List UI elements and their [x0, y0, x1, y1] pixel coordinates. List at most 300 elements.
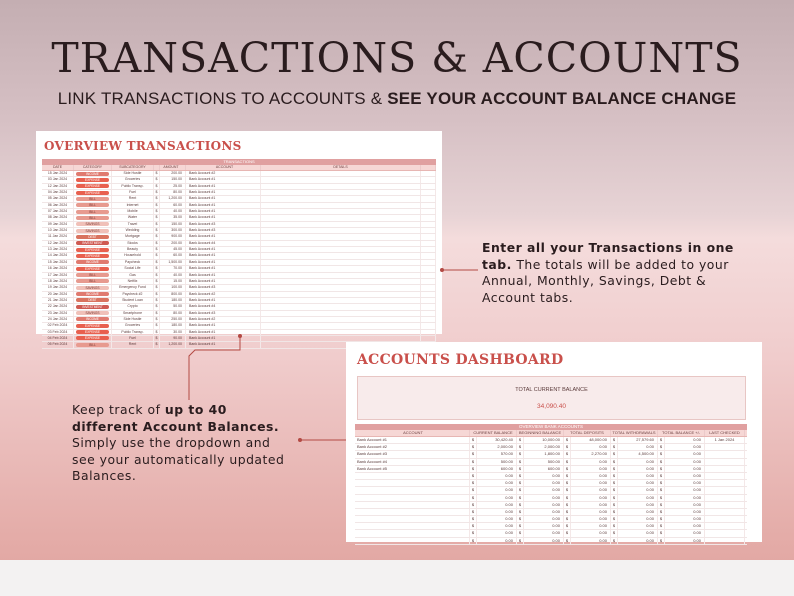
transaction-amount[interactable]: 15.00	[160, 279, 186, 284]
transaction-account-dropdown[interactable]: Bank Account #3	[186, 228, 261, 233]
transaction-account-dropdown[interactable]: Bank Account #1	[186, 177, 261, 182]
transaction-date[interactable]: 05 Feb 2024	[42, 342, 74, 347]
total-deposits: 0.00	[571, 530, 611, 536]
transaction-date[interactable]: 08 Jan 2024	[42, 215, 74, 220]
currency-symbol: $	[611, 495, 618, 501]
transaction-amount[interactable]: 60.00	[160, 203, 186, 208]
currency-symbol: $	[154, 260, 160, 265]
account-row[interactable]	[355, 516, 747, 523]
account-name-dropdown[interactable]	[355, 509, 470, 515]
category-pill[interactable]: INVESTMENT	[76, 305, 109, 309]
transaction-amount[interactable]: 150.00	[160, 177, 186, 182]
account-row[interactable]	[355, 444, 747, 451]
transaction-category[interactable]	[74, 304, 112, 309]
currency-symbol: $	[658, 473, 665, 479]
transaction-date[interactable]: 06 Jan 2024	[42, 203, 74, 208]
transaction-category[interactable]	[74, 266, 112, 271]
total-deposits: 0.00	[571, 473, 611, 479]
transaction-account-dropdown[interactable]: Bank Account #1	[186, 190, 261, 195]
last-checked[interactable]	[705, 459, 745, 465]
transaction-amount[interactable]: 180.00	[160, 323, 186, 328]
currency-symbol: $	[611, 466, 618, 472]
transaction-category[interactable]	[74, 298, 112, 303]
transaction-amount[interactable]: 300.00	[160, 228, 186, 233]
transaction-category[interactable]	[74, 317, 112, 322]
transaction-category[interactable]	[74, 184, 112, 189]
category-pill[interactable]: EXPENSE	[76, 324, 109, 328]
currency-symbol: $	[517, 538, 524, 544]
transaction-amount[interactable]: 180.00	[160, 298, 186, 303]
transaction-amount[interactable]: 40.00	[160, 209, 186, 214]
transactions-sheet-title: OVERVIEW TRANSACTIONS	[44, 139, 242, 153]
account-name-dropdown[interactable]: Bank Account #4	[355, 459, 470, 465]
currency-symbol: $	[658, 466, 665, 472]
total-balance-delta: 0.00	[665, 480, 705, 486]
currency-symbol: $	[154, 336, 160, 341]
currency-symbol: $	[154, 247, 160, 252]
category-pill[interactable]: DEBT	[76, 235, 109, 239]
current-balance: 2,000.00	[477, 444, 517, 450]
account-name-dropdown[interactable]	[355, 480, 470, 486]
transaction-details[interactable]	[261, 177, 421, 182]
account-name-dropdown[interactable]	[355, 523, 470, 529]
transaction-subcategory[interactable]: Public Transp.	[112, 330, 154, 335]
current-balance: 600.00	[477, 466, 517, 472]
total-balance-delta: 0.00	[665, 473, 705, 479]
transaction-account-dropdown[interactable]: Bank Account #1	[186, 184, 261, 189]
transaction-subcategory[interactable]: Student Loan	[112, 298, 154, 303]
transaction-account-dropdown[interactable]: Bank Account #1	[186, 253, 261, 258]
account-row[interactable]	[355, 451, 747, 458]
currency-symbol: $	[154, 184, 160, 189]
account-row[interactable]	[355, 487, 747, 494]
total-deposits: 0.00	[571, 466, 611, 472]
transaction-details[interactable]	[261, 266, 421, 271]
transaction-details[interactable]	[261, 184, 421, 189]
currency-symbol: $	[611, 502, 618, 508]
transaction-subcategory[interactable]: Beauty	[112, 247, 154, 252]
last-checked[interactable]: 1 Jan 2024	[705, 437, 745, 443]
currency-symbol: $	[470, 473, 477, 479]
transaction-account-dropdown[interactable]: Bank Account #3	[186, 311, 261, 316]
transaction-details[interactable]	[261, 234, 421, 239]
transaction-amount[interactable]: 40.00	[160, 273, 186, 278]
transaction-amount[interactable]: 100.00	[160, 285, 186, 290]
currency-symbol: $	[658, 487, 665, 493]
transaction-account-dropdown[interactable]: Bank Account #1	[186, 330, 261, 335]
transaction-date[interactable]: 09 Jan 2024	[42, 222, 74, 227]
last-checked[interactable]	[705, 495, 745, 501]
transaction-account-dropdown[interactable]: Bank Account #1	[186, 234, 261, 239]
transaction-date[interactable]: 13 Jan 2024	[42, 247, 74, 252]
transaction-subcategory[interactable]: Gas	[112, 273, 154, 278]
transaction-amount[interactable]: 1,200.00	[160, 342, 186, 347]
category-pill[interactable]: BILL	[76, 216, 109, 220]
category-pill[interactable]: EXPENSE	[76, 248, 109, 252]
transaction-details[interactable]	[261, 196, 421, 201]
transaction-details[interactable]	[261, 279, 421, 284]
transaction-subcategory[interactable]: Wedding	[112, 228, 154, 233]
transaction-category[interactable]	[74, 171, 112, 176]
transaction-amount[interactable]: 800.00	[160, 292, 186, 297]
last-checked[interactable]	[705, 480, 745, 486]
transaction-account-dropdown[interactable]: Bank Account #1	[186, 196, 261, 201]
account-name-dropdown[interactable]: Bank Account #5	[355, 466, 470, 472]
transaction-category[interactable]	[74, 190, 112, 195]
category-pill[interactable]: EXPENSE	[76, 330, 109, 334]
bottom-band	[0, 560, 794, 596]
account-name-dropdown[interactable]: Bank Account #2	[355, 444, 470, 450]
account-row[interactable]	[355, 466, 747, 473]
transaction-subcategory[interactable]: Crypto	[112, 304, 154, 309]
last-checked[interactable]	[705, 487, 745, 493]
transaction-details[interactable]	[261, 228, 421, 233]
transaction-details[interactable]	[261, 292, 421, 297]
transaction-account-dropdown[interactable]: Bank Account #2	[186, 171, 261, 176]
account-name-dropdown[interactable]	[355, 487, 470, 493]
transaction-account-dropdown[interactable]: Bank Account #1	[186, 279, 261, 284]
transaction-amount[interactable]: 45.00	[160, 247, 186, 252]
transaction-subcategory[interactable]: Household	[112, 253, 154, 258]
total-balance-delta: 0.00	[665, 523, 705, 529]
currency-symbol: $	[154, 279, 160, 284]
currency-symbol: $	[658, 530, 665, 536]
transaction-account-dropdown[interactable]: Bank Account #1	[186, 266, 261, 271]
transaction-category[interactable]	[74, 342, 112, 347]
currency-symbol: $	[611, 523, 618, 529]
transaction-account-dropdown[interactable]: Bank Account #1	[186, 273, 261, 278]
transaction-date[interactable]: 03 Jan 2024	[42, 177, 74, 182]
transaction-account-dropdown[interactable]: Bank Account #1	[186, 323, 261, 328]
transaction-category[interactable]	[74, 215, 112, 220]
currency-symbol: $	[658, 502, 665, 508]
transaction-date[interactable]: 16 Jan 2024	[42, 266, 74, 271]
currency-symbol: $	[611, 437, 618, 443]
category-pill[interactable]: BILL	[76, 279, 109, 283]
account-row[interactable]	[355, 509, 747, 516]
transaction-amount[interactable]: 25.00	[160, 184, 186, 189]
total-balance-delta: 0.00	[665, 495, 705, 501]
transaction-subcategory[interactable]: Emergency Fund	[112, 285, 154, 290]
transaction-subcategory[interactable]: Rent	[112, 342, 154, 347]
transaction-amount[interactable]: 80.00	[160, 190, 186, 195]
transaction-subcategory[interactable]: Social Life	[112, 266, 154, 271]
transaction-category[interactable]	[74, 260, 112, 265]
account-row[interactable]	[355, 538, 747, 545]
transaction-details[interactable]	[261, 273, 421, 278]
transaction-details[interactable]	[261, 336, 421, 341]
transaction-amount[interactable]: 1,500.00	[160, 260, 186, 265]
category-pill[interactable]: SAVINGS	[76, 222, 109, 226]
row-extra	[421, 273, 436, 278]
transaction-details[interactable]	[261, 190, 421, 195]
transaction-details[interactable]	[261, 304, 421, 309]
category-pill[interactable]: BILL	[76, 210, 109, 214]
category-pill[interactable]: INCOME	[76, 292, 109, 296]
transaction-category[interactable]	[74, 253, 112, 258]
transaction-category[interactable]	[74, 203, 112, 208]
transaction-account-dropdown[interactable]: Bank Account #1	[186, 203, 261, 208]
account-row[interactable]	[355, 480, 747, 487]
total-balance-delta: 0.00	[665, 502, 705, 508]
transaction-category[interactable]	[74, 323, 112, 328]
row-extra	[421, 196, 436, 201]
total-deposits: 0.00	[571, 509, 611, 515]
transaction-subcategory[interactable]: Water	[112, 215, 154, 220]
row-extra	[421, 266, 436, 271]
transaction-account-dropdown[interactable]: Bank Account #1	[186, 260, 261, 265]
category-pill[interactable]: SAVINGS	[76, 229, 109, 233]
category-pill[interactable]: BILL	[76, 273, 109, 277]
transaction-subcategory[interactable]: Side Hustle	[112, 317, 154, 322]
total-deposits: 0.00	[571, 523, 611, 529]
account-name-dropdown[interactable]	[355, 473, 470, 479]
transaction-date[interactable]: 02 Feb 2024	[42, 323, 74, 328]
transaction-account-dropdown[interactable]: Bank Account #1	[186, 209, 261, 214]
transaction-subcategory[interactable]: Side Hustle	[112, 171, 154, 176]
category-pill[interactable]: INCOME	[76, 317, 109, 321]
transaction-details[interactable]	[261, 260, 421, 265]
transaction-amount[interactable]: 200.00	[160, 171, 186, 176]
last-checked[interactable]	[705, 466, 745, 472]
transaction-account-dropdown[interactable]: Bank Account #4	[186, 241, 261, 246]
transaction-date[interactable]: 15 Jan 2024	[42, 260, 74, 265]
transaction-date[interactable]: 15 Jan 2024	[42, 171, 74, 176]
transaction-amount[interactable]: 70.00	[160, 266, 186, 271]
account-row[interactable]	[355, 459, 747, 466]
category-pill[interactable]: SAVINGS	[76, 286, 109, 290]
connector-accounts-dot	[298, 438, 302, 442]
transaction-date[interactable]: 19 Jan 2024	[42, 285, 74, 290]
transaction-subcategory[interactable]: Public Transp.	[112, 184, 154, 189]
total-withdrawals: 0.00	[618, 459, 658, 465]
transaction-date[interactable]: 20 Jan 2024	[42, 292, 74, 297]
transaction-account-dropdown[interactable]: Bank Account #1	[186, 247, 261, 252]
transaction-details[interactable]	[261, 298, 421, 303]
category-pill[interactable]: EXPENSE	[76, 191, 109, 195]
transaction-amount[interactable]: 250.00	[160, 317, 186, 322]
account-row[interactable]	[355, 495, 747, 502]
category-pill[interactable]: BILL	[76, 197, 109, 201]
last-checked[interactable]	[705, 451, 745, 457]
transaction-date[interactable]: 10 Jan 2024	[42, 228, 74, 233]
transaction-account-dropdown[interactable]: Bank Account #3	[186, 222, 261, 227]
last-checked[interactable]	[705, 523, 745, 529]
category-pill[interactable]: EXPENSE	[76, 267, 109, 271]
account-row[interactable]	[355, 473, 747, 480]
last-checked[interactable]	[705, 509, 745, 515]
transaction-amount[interactable]: 150.00	[160, 222, 186, 227]
transaction-date[interactable]: 05 Jan 2024	[42, 196, 74, 201]
transaction-category[interactable]	[74, 241, 112, 246]
total-deposits: 0.00	[571, 459, 611, 465]
transaction-account-dropdown[interactable]: Bank Account #1	[186, 336, 261, 341]
transaction-details[interactable]	[261, 247, 421, 252]
total-deposits: 0.00	[571, 516, 611, 522]
currency-symbol: $	[658, 495, 665, 501]
transaction-subcategory[interactable]: Stocks	[112, 241, 154, 246]
transaction-date[interactable]: 04 Feb 2024	[42, 336, 74, 341]
col-amount: AMOUNT	[160, 165, 186, 170]
transaction-details[interactable]	[261, 330, 421, 335]
account-row[interactable]	[355, 523, 747, 530]
row-extra	[421, 228, 436, 233]
transaction-subcategory[interactable]: Rent	[112, 196, 154, 201]
category-pill[interactable]: INVESTMENT	[76, 241, 109, 245]
transaction-category[interactable]	[74, 336, 112, 341]
transaction-date[interactable]: 17 Jan 2024	[42, 273, 74, 278]
category-pill[interactable]: EXPENSE	[76, 184, 109, 188]
transaction-date[interactable]: 22 Jan 2024	[42, 304, 74, 309]
transaction-amount[interactable]: 200.00	[160, 241, 186, 246]
transaction-account-dropdown[interactable]: Bank Account #3	[186, 285, 261, 290]
row-extra	[421, 311, 436, 316]
currency-symbol: $	[611, 444, 618, 450]
category-pill[interactable]: EXPENSE	[76, 178, 109, 182]
account-name-dropdown[interactable]	[355, 502, 470, 508]
transaction-details[interactable]	[261, 203, 421, 208]
transaction-category[interactable]	[74, 222, 112, 227]
transaction-date[interactable]: 12 Jan 2024	[42, 184, 74, 189]
transaction-amount[interactable]: 35.00	[160, 215, 186, 220]
last-checked[interactable]	[705, 444, 745, 450]
transaction-category[interactable]	[74, 311, 112, 316]
transaction-date[interactable]: 07 Jan 2024	[42, 209, 74, 214]
last-checked[interactable]	[705, 502, 745, 508]
transaction-subcategory[interactable]: Smartphone	[112, 311, 154, 316]
category-pill[interactable]: EXPENSE	[76, 254, 109, 258]
current-balance: 0.00	[477, 509, 517, 515]
transaction-subcategory[interactable]: Travel	[112, 222, 154, 227]
transaction-account-dropdown[interactable]: Bank Account #1	[186, 342, 261, 347]
transaction-details[interactable]	[261, 253, 421, 258]
last-checked[interactable]	[705, 538, 745, 544]
transaction-category[interactable]	[74, 196, 112, 201]
total-balance-delta: 0.00	[665, 487, 705, 493]
beginning-balance: 0.00	[524, 538, 564, 544]
transaction-category[interactable]	[74, 292, 112, 297]
currency-symbol: $	[154, 311, 160, 316]
current-balance: 0.00	[477, 523, 517, 529]
transaction-date[interactable]: 24 Jan 2024	[42, 317, 74, 322]
transaction-account-dropdown[interactable]: Bank Account #2	[186, 292, 261, 297]
transaction-subcategory[interactable]: Paycheck #2	[112, 292, 154, 297]
transaction-account-dropdown[interactable]: Bank Account #1	[186, 298, 261, 303]
transaction-subcategory[interactable]: Internet	[112, 203, 154, 208]
transaction-amount[interactable]: 90.00	[160, 336, 186, 341]
currency-symbol: $	[658, 516, 665, 522]
category-pill[interactable]: SAVINGS	[76, 311, 109, 315]
currency-symbol: $	[564, 444, 571, 450]
transaction-date[interactable]: 14 Jan 2024	[42, 253, 74, 258]
transaction-details[interactable]	[261, 241, 421, 246]
category-pill[interactable]: BILL	[76, 343, 109, 347]
transaction-account-dropdown[interactable]: Bank Account #1	[186, 215, 261, 220]
col-total-deposits: TOTAL DEPOSITS	[564, 430, 611, 436]
transaction-category[interactable]	[74, 228, 112, 233]
transaction-details[interactable]	[261, 215, 421, 220]
currency-symbol: $	[564, 451, 571, 457]
transaction-subcategory[interactable]: Netflix	[112, 279, 154, 284]
currency-symbol: $	[470, 495, 477, 501]
transaction-amount[interactable]: 80.00	[160, 311, 186, 316]
transaction-details[interactable]	[261, 222, 421, 227]
transaction-subcategory[interactable]: Fuel	[112, 190, 154, 195]
account-name-dropdown[interactable]	[355, 538, 470, 544]
page-subtitle	[0, 89, 794, 109]
account-row[interactable]	[355, 530, 747, 537]
transaction-amount[interactable]: 30.00	[160, 330, 186, 335]
account-name-dropdown[interactable]: Bank Account #3	[355, 451, 470, 457]
transaction-subcategory[interactable]: Mortgage	[112, 234, 154, 239]
account-name-dropdown[interactable]: Bank Account #1	[355, 437, 470, 443]
category-pill[interactable]: EXPENSE	[76, 336, 109, 340]
transaction-date[interactable]: 18 Jan 2024	[42, 279, 74, 284]
transaction-subcategory[interactable]: Groceries	[112, 177, 154, 182]
transaction-subcategory[interactable]: Fuel	[112, 336, 154, 341]
account-name-dropdown[interactable]	[355, 495, 470, 501]
transaction-amount[interactable]: 50.00	[160, 304, 186, 309]
transaction-amount[interactable]: 60.00	[160, 253, 186, 258]
category-pill[interactable]: DEBT	[76, 298, 109, 302]
transaction-details[interactable]	[261, 171, 421, 176]
last-checked[interactable]	[705, 473, 745, 479]
last-checked[interactable]	[705, 530, 745, 536]
transaction-category[interactable]	[74, 247, 112, 252]
total-deposits: 0.00	[571, 538, 611, 544]
transaction-subcategory[interactable]: Mobile	[112, 209, 154, 214]
transaction-category[interactable]	[74, 330, 112, 335]
transaction-amount[interactable]: 1,200.00	[160, 196, 186, 201]
transaction-details[interactable]	[261, 317, 421, 322]
account-row[interactable]	[355, 437, 747, 444]
last-checked[interactable]	[705, 516, 745, 522]
transaction-date[interactable]: 03 Feb 2024	[42, 330, 74, 335]
col-total-withdrawals: TOTAL WITHDRAWALS	[611, 430, 658, 436]
transaction-details[interactable]	[261, 209, 421, 214]
transaction-account-dropdown[interactable]: Bank Account #2	[186, 317, 261, 322]
transaction-category[interactable]	[74, 273, 112, 278]
total-balance-delta: 0.00	[665, 538, 705, 544]
transaction-date[interactable]: 11 Jan 2024	[42, 234, 74, 239]
account-name-dropdown[interactable]	[355, 530, 470, 536]
total-withdrawals: 0.00	[618, 495, 658, 501]
category-pill[interactable]: INCOME	[76, 172, 109, 176]
currency-symbol: $	[470, 516, 477, 522]
transaction-category[interactable]	[74, 177, 112, 182]
transaction-subcategory[interactable]: Groceries	[112, 323, 154, 328]
transaction-date[interactable]: 12 Jan 2024	[42, 241, 74, 246]
transaction-amount[interactable]: 900.00	[160, 234, 186, 239]
transaction-category[interactable]	[74, 234, 112, 239]
category-pill[interactable]: BILL	[76, 203, 109, 207]
transaction-date[interactable]: 21 Jan 2024	[42, 298, 74, 303]
account-row[interactable]	[355, 502, 747, 509]
account-name-dropdown[interactable]	[355, 516, 470, 522]
transaction-category[interactable]	[74, 279, 112, 284]
total-deposits: 48,000.00	[571, 437, 611, 443]
transaction-account-dropdown[interactable]: Bank Account #4	[186, 304, 261, 309]
transaction-date[interactable]: 23 Jan 2024	[42, 311, 74, 316]
transaction-category[interactable]	[74, 285, 112, 290]
category-pill[interactable]: INCOME	[76, 260, 109, 264]
transaction-subcategory[interactable]: Paycheck	[112, 260, 154, 265]
transaction-details[interactable]	[261, 323, 421, 328]
transaction-details[interactable]	[261, 311, 421, 316]
transaction-date[interactable]: 04 Jan 2024	[42, 190, 74, 195]
transaction-category[interactable]	[74, 209, 112, 214]
transaction-details[interactable]	[261, 285, 421, 290]
